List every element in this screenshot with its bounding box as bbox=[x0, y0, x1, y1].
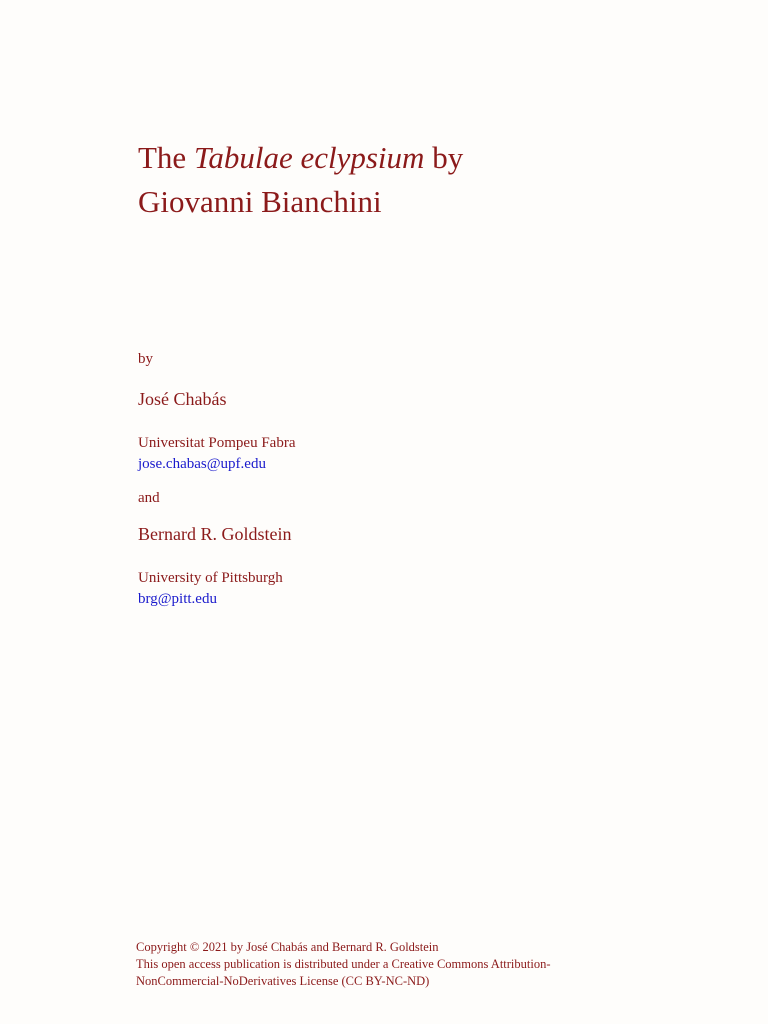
author-name-2: Bernard R. Goldstein bbox=[138, 524, 292, 544]
author-affiliation-1: Universitat Pompeu Fabra bbox=[138, 435, 296, 451]
title-line2: Giovanni Bianchini bbox=[138, 184, 382, 219]
by-label: by bbox=[138, 351, 153, 367]
book-title bbox=[138, 136, 678, 224]
copyright-line-1: Copyright © 2021 by José Chabás and Bernard R. Goldstein bbox=[136, 940, 439, 954]
author-email-link-1[interactable]: jose.chabas@upf.edu bbox=[138, 456, 266, 472]
author-name-1: José Chabás bbox=[138, 389, 227, 409]
author-email-link-2[interactable]: brg@pitt.edu bbox=[138, 591, 217, 607]
title-italic: Tabulae eclypsium bbox=[193, 140, 425, 175]
copyright-notice bbox=[136, 939, 696, 990]
title-part2: by bbox=[424, 140, 464, 175]
copyright-line-3: NonCommercial-NoDerivatives License (CC BY-NC-ND) bbox=[136, 974, 430, 988]
author-block-1 bbox=[138, 433, 295, 475]
author-affiliation-2: University of Pittsburgh bbox=[138, 570, 283, 586]
and-label: and bbox=[138, 490, 160, 506]
title-part1: The bbox=[138, 140, 194, 175]
copyright-line-2: This open access publication is distributed under a Creative Commons Attribution- bbox=[136, 957, 551, 971]
author-block-2 bbox=[138, 568, 283, 610]
